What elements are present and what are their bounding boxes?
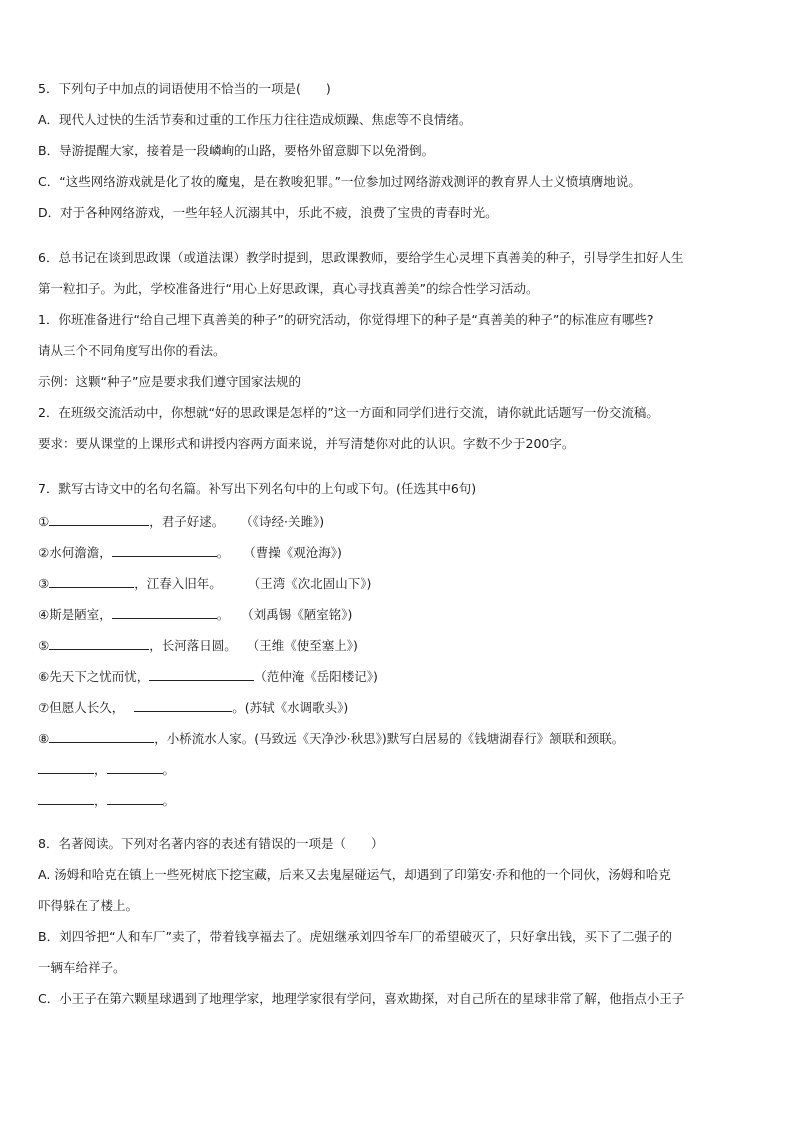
question-5-option-d: D．对于各种网络游戏，一些年轻人沉溺其中，乐此不疲，浪费了宝贵的青春时光。 (38, 205, 498, 220)
question-6-part-2-line-1: 2．在班级交流活动中，你想就“好的思政课是怎样的”这一方面和同学们进行交流，请你就此话题写一份交流稿。 (38, 405, 659, 420)
item-source: （曹操《观沧海》) (243, 545, 342, 560)
comma: ， (94, 793, 107, 808)
question-8-option-a-line-2: 吓得躲在了楼上。 (38, 898, 139, 913)
question-8-option-a-line-1: A. 汤姆和哈克在镇上一些死树底下挖宝藏，后来又去鬼屋碰运气，却遇到了印第安·乔和他的一个同伙，汤姆和哈克 (38, 867, 671, 882)
item-text: ②水何澹澹， (38, 545, 112, 560)
answer-line-2 (38, 790, 760, 821)
item-text: ，君子好逑。 (149, 514, 225, 529)
answer-blank[interactable] (38, 790, 94, 805)
item-text: ⑥先天下之忧而忧， (38, 669, 150, 684)
question-5-option-a: A．现代人过快的生活节奏和过重的工作压力往往造成烦躁、焦虑等不良情绪。 (38, 112, 472, 127)
item-text: ⑦但愿人长久， (38, 700, 125, 715)
period: 。 (162, 793, 176, 808)
comma: ， (94, 762, 107, 777)
item-source: （王维《使至塞上》) (246, 638, 358, 653)
item-number: ⑧ (38, 731, 50, 746)
question-6-line-1: 6．总书记在谈到思政课（或道法课）教学时提到，思政课教师，要给学生心灵埋下真善美的种子，引导学生扣好人生 (38, 250, 684, 265)
poem-item-2 (38, 542, 760, 573)
question-8-option-c-line-1: C．小王子在第六颗星球遇到了地理学家，地理学家很有学问，喜欢勘探，对自己所在的星球非常了解，他指点小王子 (38, 991, 685, 1006)
answer-blank[interactable] (38, 759, 94, 774)
answer-blank[interactable] (112, 542, 217, 557)
question-6-part-2-line-2: 要求：要从课堂的上课形式和讲授内容两方面来说，并写清楚你对此的认识。字数不少于200字。 (38, 436, 575, 451)
question-6-line-2: 第一粒扣子。为此，学校准备进行“用心上好思政课，真心寻找真善美”的综合性学习活动。 (38, 281, 539, 296)
item-number: ⑤ (38, 638, 50, 653)
spacer (38, 821, 760, 835)
item-text: 。 (216, 545, 230, 560)
answer-line-1 (38, 759, 760, 790)
poem-item-8 (38, 728, 760, 759)
answer-blank[interactable] (107, 759, 163, 774)
question-6-example: 示例：这颗“种子”应是要求我们遵守国家法规的 (38, 374, 301, 389)
answer-blank[interactable] (49, 573, 134, 588)
answer-blank[interactable] (134, 697, 232, 712)
poem-item-6 (38, 666, 760, 697)
answer-blank[interactable] (107, 790, 163, 805)
answer-blank[interactable] (49, 635, 149, 650)
question-5-option-b: B．导游提醒大家，接着是一段嶙峋的山路，要格外留意脚下以免滑倒。 (38, 143, 435, 158)
exam-page (38, 80, 760, 1021)
question-8-option-b-line-2: 一辆车给祥子。 (38, 960, 126, 975)
item-text: 。(苏轼《水调歌头》) (232, 700, 349, 715)
item-text: ④斯是陋室， (38, 607, 112, 622)
item-number: ③ (38, 576, 50, 591)
question-7 (38, 480, 760, 821)
spacer (38, 466, 760, 480)
question-8-stem: 8．名著阅读。下列对名著内容的表述有错误的一项是（ ） (38, 836, 384, 851)
question-7-stem: 7．默写古诗文中的名句名篇。补写出下列名句中的上句或下句。(任选其中6句) (38, 481, 477, 496)
answer-blank[interactable] (112, 604, 217, 619)
question-8 (38, 835, 760, 1021)
item-number: ① (38, 514, 50, 529)
question-8-option-b-line-1: B．刘四爷把“人和车厂”卖了，带着钱享福去了。虎妞继承刘四爷车厂的希望破灭了，只好拿出钱，买下了二强子的 (38, 929, 673, 944)
poem-item-4 (38, 604, 760, 635)
poem-item-3 (38, 573, 760, 604)
question-6 (38, 249, 760, 466)
answer-blank[interactable] (149, 666, 254, 681)
answer-blank[interactable] (49, 511, 149, 526)
question-6-part-1-line-1: 1．你班准备进行“给自己埋下真善美的种子”的研究活动，你觉得埋下的种子是“真善美的种子”的标准应有哪些? (38, 312, 654, 327)
item-text: 。 (216, 607, 230, 622)
poem-item-7 (38, 697, 760, 728)
spacer (38, 235, 760, 249)
question-5-stem: 5．下列句子中加点的词语使用不恰当的一项是( ) (38, 81, 331, 96)
item-source: （《诗经·关雎》) (240, 514, 325, 529)
question-5 (38, 80, 760, 235)
question-5-option-c: C．“这些网络游戏就是化了妆的魔鬼，是在教唆犯罪。”一位参加过网络游戏测评的教育界人士义愤填膺地说。 (38, 174, 641, 189)
item-text: ，江春入旧年。 (134, 576, 222, 591)
item-source: （王湾《次北固山下》) (247, 576, 372, 591)
answer-blank[interactable] (49, 728, 154, 743)
poem-item-5 (38, 635, 760, 666)
question-6-part-1-line-2: 请从三个不同角度写出你的看法。 (38, 343, 226, 358)
period: 。 (162, 762, 176, 777)
item-text: ，长河落日圆。 (149, 638, 237, 653)
poem-item-1 (38, 511, 760, 542)
item-source: （刘禹锡《陋室铭》) (241, 607, 353, 622)
item-text: ，小桥流水人家。(马致远《天净沙·秋思》)默写白居易的《钱塘湖春行》颔联和颈联。 (154, 731, 625, 746)
item-source: （范仲淹《岳阳楼记》) (254, 669, 378, 684)
